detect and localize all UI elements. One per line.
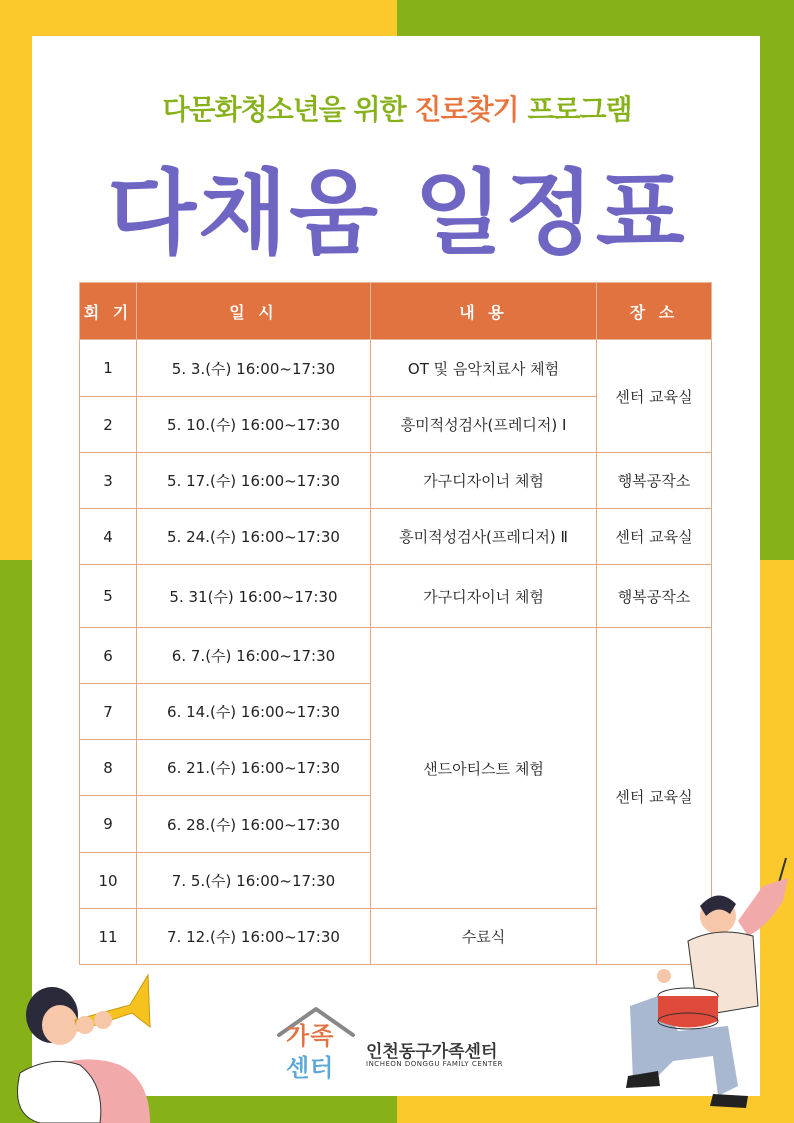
session-number: 1 xyxy=(80,340,137,397)
subtitle-post: 프로그램 xyxy=(518,93,632,126)
session-date: 6. 21.(수) 16:00~17:30 xyxy=(137,740,371,796)
session-date: 5. 24.(수) 16:00~17:30 xyxy=(137,509,371,565)
session-number: 7 xyxy=(80,684,137,740)
session-content: 흥미적성검사(프레디저) Ⅰ xyxy=(371,397,597,453)
logo-name: 인천동구가족센터 xyxy=(366,1042,498,1062)
drummer-illustration xyxy=(618,856,794,1123)
session-number: 6 xyxy=(80,628,137,684)
header-place: 장 소 xyxy=(597,283,712,340)
logo-subtitle: INCHEON DONGGU FAMILY CENTER xyxy=(366,1060,504,1068)
session-place: 센터 교육실 xyxy=(597,628,712,965)
session-content: 샌드아티스트 체험 xyxy=(371,628,597,909)
session-number: 2 xyxy=(80,397,137,453)
session-number: 9 xyxy=(80,796,137,853)
header-session: 회 기 xyxy=(80,283,137,340)
session-date: 5. 17.(수) 16:00~17:30 xyxy=(137,453,371,509)
table-row xyxy=(80,628,712,684)
header-content: 내 용 xyxy=(371,283,597,340)
session-date: 5. 31(수) 16:00~17:30 xyxy=(137,565,371,628)
session-content: OT 및 음악치료사 체험 xyxy=(371,340,597,397)
session-content: 가구디자이너 체험 xyxy=(371,565,597,628)
session-content: 가구디자이너 체험 xyxy=(371,453,597,509)
logo-mark-bottom: 센터 xyxy=(286,1054,335,1082)
session-number: 3 xyxy=(80,453,137,509)
trumpet-girl-illustration xyxy=(0,965,180,1123)
table-header-row xyxy=(80,283,712,340)
session-date: 7. 12.(수) 16:00~17:30 xyxy=(137,909,371,965)
session-place: 행복공작소 xyxy=(597,565,712,628)
session-date: 5. 3.(수) 16:00~17:30 xyxy=(137,340,371,397)
session-date: 7. 5.(수) 16:00~17:30 xyxy=(137,853,371,909)
session-number: 4 xyxy=(80,509,137,565)
table-row xyxy=(80,453,712,509)
session-number: 5 xyxy=(80,565,137,628)
header-date: 일 시 xyxy=(137,283,371,340)
subtitle-accent: 진로찾기 xyxy=(414,93,519,126)
session-content: 수료식 xyxy=(371,909,597,965)
session-place: 센터 교육실 xyxy=(597,509,712,565)
session-number: 11 xyxy=(80,909,137,965)
logo-mark-top: 가족 xyxy=(286,1022,335,1050)
table-row xyxy=(80,509,712,565)
session-date: 6. 14.(수) 16:00~17:30 xyxy=(137,684,371,740)
session-number: 10 xyxy=(80,853,137,909)
subtitle-pre: 다문화청소년을 위한 xyxy=(162,93,415,126)
session-date: 5. 10.(수) 16:00~17:30 xyxy=(137,397,371,453)
table-row xyxy=(80,565,712,628)
session-place: 행복공작소 xyxy=(597,453,712,509)
table-row xyxy=(80,340,712,397)
session-date: 6. 28.(수) 16:00~17:30 xyxy=(137,796,371,853)
session-content: 흥미적성검사(프레디저) Ⅱ xyxy=(371,509,597,565)
session-date: 6. 7.(수) 16:00~17:30 xyxy=(137,628,371,684)
subtitle xyxy=(0,88,794,128)
session-number: 8 xyxy=(80,740,137,796)
page-title: 다채움 일정표 xyxy=(107,160,687,267)
session-place: 센터 교육실 xyxy=(597,340,712,453)
